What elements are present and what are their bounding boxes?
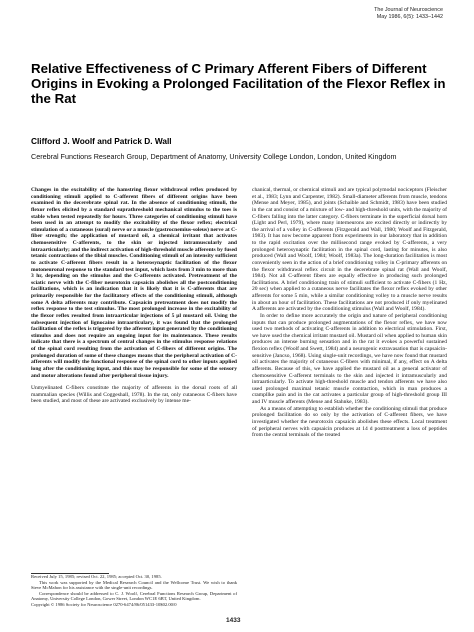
footnotes <box>31 574 237 607</box>
intro-paragraph: Unmyelinated C-fibers constitute the majority of afferents in the dorsal roots of all mammalian species (Willis and Coggeshall, 1978). In the rat, only cutaneous C-fibers have been studied, and most of these are activated exclusively by intense me- <box>31 385 237 405</box>
right-column <box>252 187 447 439</box>
article-title: Relative Effectiveness of C Primary Afferent Fibers of Different Origins in Evoking a Prolonged Facilitation of the Flexor Reflex in the Rat <box>31 61 446 106</box>
affiliation: Cerebral Functions Research Group, Department of Anatomy, University College London, London, United Kingdom <box>31 152 397 161</box>
body-paragraph: chanical, thermal, or chemical stimuli and are typical polymodal nociceptors (Fleischer et al., 1983; Lynn and Carpenter, 1982). Small-diameter afferents from muscle, tendons (Mense and Meyer, 1985), and joints (Schaible and Schmidt, 1983) have been studied in the cat and consist of a mixture of low- and high-threshold units, with the majority of C-fibers falling into the latter category. C-fibers terminate in the superficial dorsal horn (Light and Perl, 1979), where many interneurons are excited directly or indirectly by the arrival of a volley in C-afferents (Fitzgerald and Wall, 1980; Woolf and Fitzgerald, 1983). It has now become apparent from experiments in our laboratory that in addition to the rapid excitation over the millisecond range evoked by C-afferents, a very prolonged heterosynaptic facilitation in the spinal cord, lasting for minutes, is also produced (Wall and Woolf, 1984; Woolf, 1983a). The long-duration facilitation is most conveniently seen in the action of a brief conditioning volley in C-primary afferents on the flexor withdrawal reflex circuit in the decerebrate spinal rat (Wall and Woolf, 1984). Not all C-afferent fibers are equally effective in producing such prolonged facilitations. A brief conditioning train of stimuli sufficient to activate C-fibers (1 Hz, 20 sec) when applied to a cutaneous nerve facilitates the flexor reflex evoked by other afferents for some 5 min, while a similar conditioning volley to a muscle nerve results in about an hour of facilitation. These facilitations are not produced if only myelinated A afferents are activated by the conditioning stimulus (Wall and Woolf, 1984). <box>252 187 447 313</box>
copyright-note: Copyright © 1986 Society for Neuroscience 0270-6474/86/051433-10$02.00/0 <box>31 601 177 607</box>
left-column <box>31 187 237 405</box>
body-paragraph: In order to define more accurately the origin and nature of peripheral conditioning inputs that can produce prolonged augmentations of the flexor reflex, we have now used two methods of activating C-afferents in addition to electrical stimulation. First, we have used the chemical irritant mustard oil. Mustard oil when applied to human skin produces an intense burning sensation and in the rat it evokes a powerful sustained flexion reflex (Woolf and Swett, 1984) and a neurogenic extravasation that is capsaicin-sensitive (Jancso, 1968). Using single-unit recordings, we have now found that mustard oil activates the majority of cutaneous C-fibers with minimal, if any, effect on A delta afferents. Because of this, we have applied the mustard oil as a general activator of chemosensitive C-afferent terminals to the skin and injected it intramuscularly and intraarticularly. To activate high-threshold muscle and tendon afferents we have also used prolonged maximal tetanic muscle contraction, which in man produces a crampllke pain and in the cat activates a particular group of high-threshold group III and IV muscle afferents (Mense and Stahnke, 1983). <box>252 312 448 405</box>
page-number: 1433 <box>226 617 241 624</box>
journal-header <box>374 7 443 21</box>
funding-note: This work was supported by the Medical Research Council and the Wellcome Trust. We wish to thank Steve McMahon for his assistance with the single-unit recordings. <box>31 579 237 591</box>
received-dates: Received July 15, 1985; revised Oct. 22, 1985; accepted Oct. 30, 1985. <box>31 574 162 579</box>
journal-name: The Journal of Neuroscience <box>374 7 443 13</box>
journal-issue: May 1986, 6(5): 1433–1442 <box>376 14 443 20</box>
authors: Clifford J. Woolf and Patrick D. Wall <box>31 136 172 146</box>
correspondence-note: Correspondence should be addressed to C. J. Woolf, Cerebral Functions Research Group, Department of Anatomy, University College London, Gower Street, London WC1E 6BT, United Kingdom. <box>31 590 237 602</box>
abstract: Changes in the excitability of the hamstring flexor withdrawal reflex produced by conditioning stimuli applied to C-afferent fibers of different origins have been examined in the decerebrate spinal rat. In the absence of conditioning stimuli, the flexor reflex elicited by a standard suprathreshold mechanical stimulus to the toes is stable when tested repeatedly for hours. Three categories of conditioning stimuli have been used in an attempt to modify the excitability of the flexor reflex; electrical stimulation of a cutaneous (sural) nerve or a muscle (gastrocnemius-soleus) nerve at C-fiber strength; the application of mustard oil, a chemical irritant that activates chemosensitive C-afferents, to the skin or injected intramuscularly and intraarticularly; and the indirect activation of high-threshold muscle afferents by fused tetanic contractions of the tibial muscles. Conditioning stimuli of an intensity sufficient to activate C-afferent fibers result in a heterosynaptic facilitation of the flexor motoneuronal response to the standard test input, which lasts from 3 min to more than 3 hr, depending on the stimulus and the C-afferents activated. Pretreatment of the sciatic nerve with the C-fiber neurotoxin capsaicin abolishes all the postconditioning facilitations, which is an indication that it is likely that it is C-afferents that are primarily responsible for the facilitatory effects of the conditioning stimuli, although some A delta afferents may contribute. Capsaicin pretreatment does not modify the reflex response to the test stimulus. The most prolonged increase in the excitability of the flexor reflex resulted from intraarticular injections of 5 µl mustard oil. Using the subsequent injection of lignocaine intraarticulary, it was found that the prolonged facilitation of the reflex is triggered by the afferent input generated by the conditioning stimulus and does not require an ongoing input for its maintenance. These results indicate that there is a spectrum of central changes in the stimulus response relations of the spinal cord resulting from the activation of C-fibers of different origins. The prolonged duration of some of these changes means that the peripheral activation of C-afferents will modify the functional response of the spinal cord to other inputs applied long after the conditioning input, and this may be responsible for some of the sensory and motor alterations found after peripheral tissue injury. <box>31 187 237 379</box>
body-paragraph: As a means of attempting to establish whether the conditioning stimuli that produce prolonged facilitation do so only by the activation of C-afferent fibers, we have investigated whether the neurotoxin capsaicin abolishes these effects. Local treatment of peripheral nerves with capsaicin produces at 14 d posttreatment a loss of peptides from the central terminals of the treated <box>252 405 447 439</box>
